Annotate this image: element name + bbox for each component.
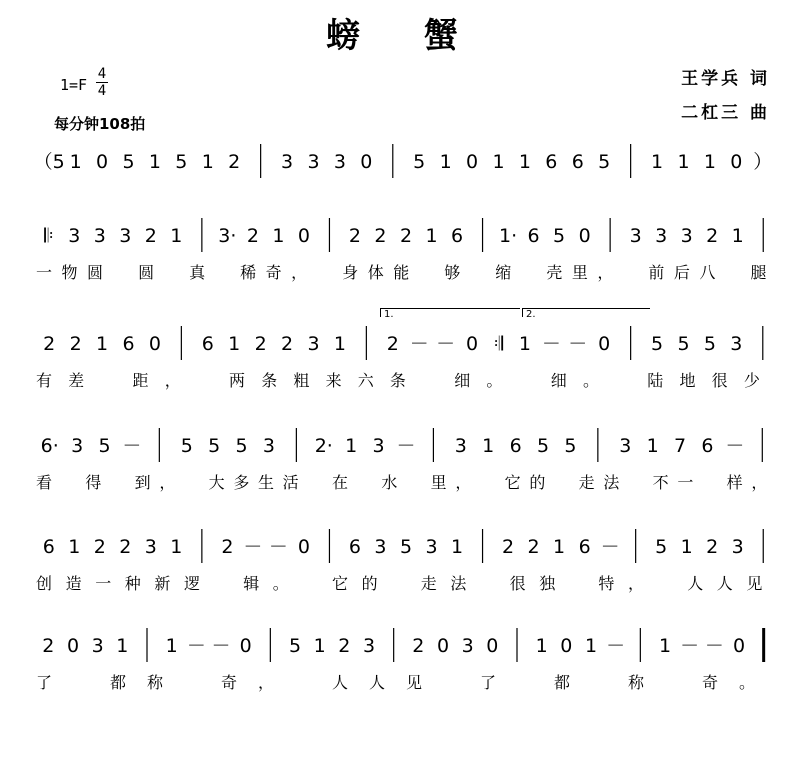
note: － [704, 635, 724, 657]
note: 6 [450, 225, 464, 247]
note: 2· [314, 435, 333, 457]
note: 3 [333, 151, 346, 173]
note: 1 [553, 536, 566, 558]
lyric-char: 看 [36, 473, 53, 492]
notes-svg-5 [36, 533, 776, 573]
lyric-char: 的 [361, 574, 378, 593]
volta-second: 2. [522, 308, 650, 317]
note: － [541, 333, 561, 355]
note: 0 [730, 151, 743, 173]
lyric-char: 特 [598, 574, 615, 593]
score-line-3 [36, 330, 786, 354]
note: （5 [33, 151, 65, 173]
note: 2 [338, 635, 351, 657]
note: 1 [170, 536, 183, 558]
lyric-char: 辑 [243, 574, 260, 593]
notes-svg-2 [36, 222, 776, 262]
lyric-char: 圆 [138, 263, 155, 282]
lyrics-line-6 [36, 670, 786, 692]
lyric-char: 细 [550, 371, 567, 390]
note: － [122, 435, 142, 457]
note: 5 [651, 333, 664, 355]
note: 2 [399, 225, 413, 247]
note: 2 [69, 333, 82, 355]
note: 3 [144, 536, 157, 558]
lyric-char: 独 [539, 574, 556, 593]
note: 5 [564, 435, 577, 457]
score-line-1 [33, 148, 786, 173]
note: 1· [498, 225, 518, 247]
lyric-char: 。 [739, 673, 756, 692]
note: 0 [297, 536, 310, 558]
note: 5 [536, 435, 550, 457]
lyric-char: 逻 [184, 574, 201, 593]
note: 0 [732, 635, 746, 657]
lyric-char: 很 [711, 371, 728, 390]
lyric-char: 都 [554, 673, 571, 692]
notes-svg-6 [36, 632, 776, 672]
composer-credit: 二杠三 曲 [681, 103, 770, 123]
note: 5 [399, 536, 413, 558]
note: 0 [66, 635, 80, 657]
note: 5 [235, 435, 248, 457]
note: ） [753, 151, 773, 173]
note: 0 [360, 151, 373, 173]
note: 2 [348, 225, 362, 247]
lyric-char: 稀 [240, 263, 257, 282]
note: 5 [208, 435, 221, 457]
note: 5 [122, 151, 135, 173]
note: 3 [71, 435, 84, 457]
note: 2 [502, 536, 515, 558]
lyric-char: ， [751, 473, 768, 492]
note: 3 [730, 333, 743, 355]
note: 3 [374, 536, 387, 558]
lyric-char: 粗 [293, 371, 310, 390]
lyric-char: 物 [61, 263, 78, 282]
note: 5 [180, 435, 193, 457]
note: 1 [116, 635, 129, 657]
note: 0 [297, 225, 310, 247]
note: 3 [262, 435, 276, 457]
note: 0 [466, 333, 479, 355]
note: 1 [677, 151, 690, 173]
note: 5 [598, 151, 611, 173]
note: 0 [486, 635, 499, 657]
lyric-char: 在 [332, 473, 349, 492]
note: 6 [201, 333, 214, 355]
lyric-char: ， [258, 673, 275, 692]
lyric-char: 法 [603, 473, 620, 492]
note: 6 [701, 435, 714, 457]
lyric-char: 六 [357, 371, 374, 390]
score-line-5 [36, 533, 786, 557]
lyric-char: ， [628, 574, 645, 593]
note: 3 [372, 435, 385, 457]
lyric-char: 壳 [546, 263, 563, 282]
lyric-char: 来 [325, 371, 342, 390]
lyric-char: 走 [420, 574, 437, 593]
lyrics-line-2 [36, 260, 786, 282]
lyric-char: 种 [124, 574, 141, 593]
note: － [568, 333, 588, 355]
lyric-char: 。 [582, 371, 599, 390]
note: 1 [313, 635, 326, 657]
note: 1 [584, 635, 598, 657]
lyric-char: ， [291, 263, 308, 282]
lyric-char: 细 [454, 371, 471, 390]
note: 2 [254, 333, 267, 355]
lyric-char: ， [159, 473, 176, 492]
lyric-char: 多 [233, 473, 250, 492]
note: 5 [553, 225, 566, 247]
lyric-char: 法 [450, 574, 467, 593]
lyric-char: ， [164, 371, 181, 390]
note: 1 [535, 635, 548, 657]
lyric-char: 人 [369, 673, 386, 692]
lyric-char: 活 [282, 473, 299, 492]
lyric-char: 少 [743, 371, 760, 390]
note: － [409, 333, 429, 355]
lyric-char: 一 [677, 473, 694, 492]
note: 2 [246, 225, 259, 247]
note: 2 [43, 333, 56, 355]
lyric-char: 真 [189, 263, 206, 282]
note: 5 [98, 435, 111, 457]
lyric-char: 都 [110, 673, 127, 692]
lyric-char: 人 [687, 574, 704, 593]
lyric-char: 见 [746, 574, 763, 593]
note: 1 [658, 635, 672, 657]
lyric-char: 圆 [87, 263, 104, 282]
note: 3 [425, 536, 438, 558]
note: 5 [677, 333, 690, 355]
lyric-char: 条 [389, 371, 406, 390]
lyric-char: 水 [381, 473, 398, 492]
note: 1 [228, 333, 241, 355]
note: 6 [571, 151, 584, 173]
note: 3 [731, 536, 744, 558]
lyric-char: 距 [132, 371, 149, 390]
lyrics-line-4 [36, 470, 786, 492]
note: － [211, 635, 231, 657]
note: 3 [461, 635, 474, 657]
note: 1 [272, 225, 285, 247]
note: 2 [706, 225, 719, 247]
time-signature-top: 4 [97, 66, 107, 82]
lyric-char: 一 [36, 263, 53, 282]
note: 2 [527, 536, 540, 558]
note: 1 [651, 151, 664, 173]
note: 6 [578, 536, 591, 558]
lyricist-credit: 王学兵 词 [681, 69, 770, 89]
lyric-char: 很 [509, 574, 526, 593]
note: 3 [655, 225, 668, 247]
note: 2 [386, 333, 399, 355]
note: 2 [42, 635, 55, 657]
note: 1 [680, 536, 693, 558]
lyric-char: 体 [367, 263, 384, 282]
note: 3 [91, 635, 104, 657]
score-line-4 [36, 432, 786, 456]
note: 6 [348, 536, 362, 558]
note: 1 [170, 225, 183, 247]
note: 0 [96, 151, 109, 173]
notes-svg-3 [36, 330, 776, 370]
note: 6 [545, 151, 558, 173]
lyric-char: 它 [332, 574, 349, 593]
note: 0 [578, 225, 591, 247]
note: 0 [148, 333, 161, 355]
lyric-char: 能 [393, 263, 410, 282]
lyric-char: 奇 [265, 263, 282, 282]
note: 1 [482, 435, 495, 457]
note: 3 [454, 435, 467, 457]
lyric-char: 奇 [221, 673, 238, 692]
lyric-char: 奇 [702, 673, 719, 692]
note: 3 [619, 435, 632, 457]
note: 0 [598, 333, 611, 355]
lyric-char: 缩 [495, 263, 512, 282]
note: 1 [425, 225, 438, 247]
note: 2 [706, 536, 719, 558]
lyric-char: 创 [36, 574, 53, 593]
note: － [268, 536, 288, 558]
lyric-char: 里 [571, 263, 588, 282]
note: 3 [307, 151, 320, 173]
lyric-char: 得 [85, 473, 102, 492]
note: 1 [646, 435, 659, 457]
note: 𝄇 [493, 333, 504, 355]
note: 0 [560, 635, 573, 657]
note: 6 [42, 536, 55, 558]
note: 6· [40, 435, 59, 457]
note: 7 [674, 435, 687, 457]
lyric-char: 走 [578, 473, 595, 492]
note: 1 [439, 151, 452, 173]
lyric-char: 称 [628, 673, 645, 692]
note: 2 [374, 225, 387, 247]
note: 2 [281, 333, 294, 355]
note: 3 [281, 151, 294, 173]
tempo-marking: 每分钟108拍 [54, 115, 146, 133]
note: 2 [93, 536, 106, 558]
note: 5 [703, 333, 716, 355]
note: 2 [221, 536, 234, 558]
lyric-char: 一 [95, 574, 112, 593]
note: － [725, 435, 745, 457]
lyric-char: 人 [716, 574, 733, 593]
note: 3· [218, 225, 237, 247]
note: 3 [362, 635, 376, 657]
note: 1 [333, 333, 346, 355]
note: － [396, 435, 416, 457]
note: 6 [527, 225, 540, 247]
lyric-char: 见 [406, 673, 423, 692]
note: 6 [122, 333, 135, 355]
lyric-char: 腿 [750, 263, 767, 282]
note: 1 [68, 536, 81, 558]
note: － [606, 635, 626, 657]
note: 𝄆 [44, 225, 54, 247]
volta-first: 1. [380, 308, 520, 317]
note: 5 [655, 536, 668, 558]
note: 2 [228, 151, 241, 173]
lyric-char: 差 [68, 371, 85, 390]
note: － [436, 333, 456, 355]
lyric-char: 的 [529, 473, 546, 492]
note: 3 [307, 333, 320, 355]
note: 1 [518, 333, 531, 355]
note: 5 [175, 151, 188, 173]
note: － [243, 536, 263, 558]
lyric-char: 两 [229, 371, 246, 390]
note: 1 [165, 635, 178, 657]
lyric-char: ， [455, 473, 472, 492]
note: 3 [629, 225, 642, 247]
note: 1 [450, 536, 464, 558]
note: 6 [509, 435, 522, 457]
lyric-char: 样 [726, 473, 743, 492]
note: － [600, 536, 620, 558]
lyric-char: 了 [36, 673, 53, 692]
lyric-char: 。 [486, 371, 503, 390]
note: 3 [680, 225, 693, 247]
note: 0 [466, 151, 479, 173]
lyric-char: 它 [504, 473, 521, 492]
lyric-char: 有 [36, 371, 53, 390]
lyric-char: 条 [261, 371, 278, 390]
lyric-char: 。 [272, 574, 289, 593]
note: 0 [239, 635, 252, 657]
lyric-char: 前 [648, 263, 665, 282]
lyric-char: 地 [679, 371, 696, 390]
note: 3 [68, 225, 81, 247]
lyric-char: 陆 [647, 371, 664, 390]
note: 2 [144, 225, 157, 247]
note: 3 [119, 225, 132, 247]
note: － [680, 635, 700, 657]
lyric-char: 够 [444, 263, 461, 282]
lyric-char: 生 [258, 473, 275, 492]
lyric-char: 到 [134, 473, 151, 492]
lyric-char: 后 [673, 263, 690, 282]
lyric-char: 人 [332, 673, 349, 692]
lyric-char: 不 [652, 473, 669, 492]
notes-svg-4 [36, 432, 776, 472]
note: 1 [492, 151, 505, 173]
note: 1 [69, 151, 82, 173]
notes-svg-1 [33, 148, 776, 188]
note: 1 [96, 333, 109, 355]
note: 3 [93, 225, 106, 247]
lyric-char: 大 [208, 473, 225, 492]
note: 5 [413, 151, 426, 173]
lyric-char: 造 [65, 574, 82, 593]
note: 1 [201, 151, 214, 173]
lyric-char: ， [597, 263, 614, 282]
page-title: 螃 蟹 [326, 16, 484, 56]
lyric-char: 新 [154, 574, 171, 593]
lyric-char: 称 [147, 673, 164, 692]
lyric-char: 八 [699, 263, 716, 282]
score-line-6 [36, 632, 786, 656]
note: 2 [119, 536, 132, 558]
note: 1 [148, 151, 161, 173]
note: 5 [288, 635, 302, 657]
lyrics-line-3 [36, 368, 786, 390]
note: 2 [412, 635, 425, 657]
note: 0 [436, 635, 450, 657]
note: 1 [518, 151, 531, 173]
lyric-char: 里 [430, 473, 447, 492]
lyric-char: 了 [480, 673, 497, 692]
time-signature [96, 66, 108, 99]
lyric-char: 身 [342, 263, 359, 282]
score-line-2 [36, 222, 786, 246]
note: － [186, 635, 206, 657]
note: 1 [731, 225, 744, 247]
key-signature: 1=F [60, 76, 88, 94]
note: 1 [345, 435, 358, 457]
lyrics-line-5 [36, 571, 786, 593]
time-signature-bottom: 4 [97, 83, 107, 99]
note: 1 [703, 151, 716, 173]
